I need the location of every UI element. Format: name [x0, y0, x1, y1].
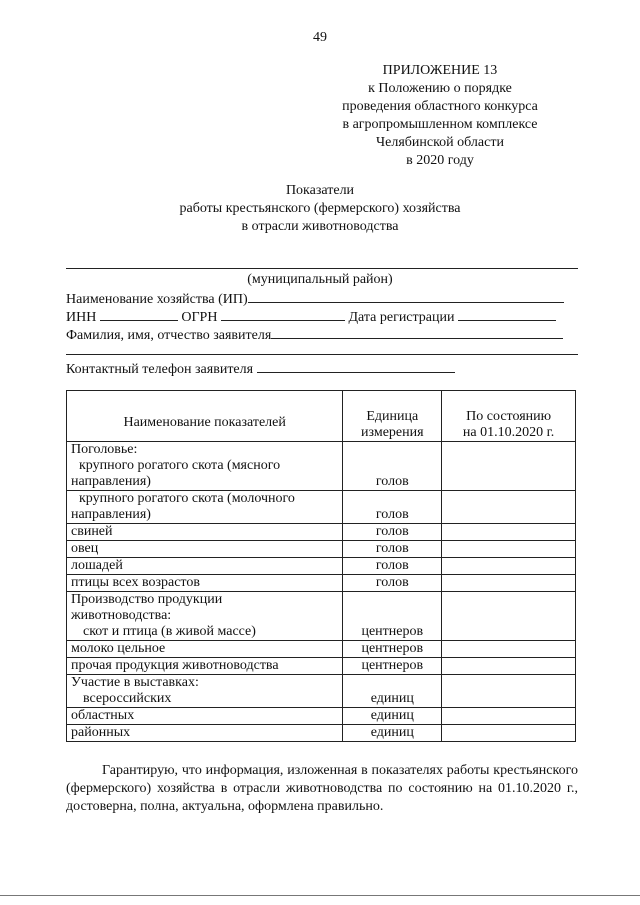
page-bottom-divider — [0, 895, 640, 896]
appendix-line: в 2020 году — [406, 153, 474, 168]
table-row — [67, 658, 576, 675]
phone-field[interactable] — [257, 360, 455, 373]
table-row — [67, 641, 576, 658]
unit-cell: голов — [343, 558, 442, 575]
unit-cell: голов — [343, 442, 442, 491]
indicator-name: свиней — [67, 524, 343, 541]
value-cell[interactable] — [442, 442, 576, 491]
table-row — [67, 524, 576, 541]
unit-cell: голов — [343, 541, 442, 558]
district-field-line[interactable] — [66, 268, 578, 269]
table-row — [67, 558, 576, 575]
registration-date-label: Дата регистрации — [348, 310, 455, 325]
table-row — [67, 575, 576, 592]
applicant-name-field-continuation[interactable] — [66, 354, 578, 355]
indicator-name: лошадей — [67, 558, 343, 575]
section-title: Участие в выставках: всероссийских — [67, 675, 343, 708]
appendix-line: проведения областного конкурса — [342, 99, 538, 114]
indicator-name: областных — [67, 708, 343, 725]
unit-cell: единиц — [343, 725, 442, 742]
indicator-name: районных — [67, 725, 343, 742]
value-cell[interactable] — [442, 541, 576, 558]
value-cell[interactable] — [442, 575, 576, 592]
farm-name-field[interactable] — [248, 290, 564, 303]
unit-cell: голов — [343, 575, 442, 592]
farm-name-label: Наименование хозяйства (ИП) — [66, 292, 248, 307]
header-name: Наименование показателей — [67, 391, 343, 442]
indicator-name: птицы всех возрастов — [67, 575, 343, 592]
unit-cell: центнеров — [343, 592, 442, 641]
unit-cell: голов — [343, 524, 442, 541]
section-title: Производство продукции животноводства: скот и птица (в живой массе) — [67, 592, 343, 641]
value-cell[interactable] — [442, 592, 576, 641]
document-heading — [0, 182, 640, 236]
guarantee-statement: Гарантирую, что информация, изложенная в показателях работы крестьянского (фермерского) хозяйства в отрасли животноводства по состоянию на 01.10.2020 г., достоверна, полна, актуальна, оформлена правильно. — [66, 763, 578, 814]
value-cell[interactable] — [442, 491, 576, 524]
applicant-name-field[interactable] — [271, 326, 563, 339]
table-row — [67, 541, 576, 558]
inn-label: ИНН — [66, 310, 97, 325]
phone-row — [66, 360, 455, 378]
appendix-block — [320, 62, 560, 170]
table-row — [67, 675, 576, 708]
value-cell[interactable] — [442, 558, 576, 575]
phone-label: Контактный телефон заявителя — [66, 362, 254, 377]
header-status: По состоянию на 01.10.2020 г. — [442, 391, 576, 442]
appendix-title: ПРИЛОЖЕНИЕ 13 — [382, 63, 498, 78]
table-row — [67, 592, 576, 641]
inn-field[interactable] — [100, 308, 178, 321]
heading-line: Показатели — [285, 183, 355, 198]
indicator-name: овец — [67, 541, 343, 558]
appendix-line: Челябинской области — [376, 135, 504, 150]
value-cell[interactable] — [442, 641, 576, 658]
indicator-name: крупного рогатого скота (мясного направления) — [67, 458, 343, 491]
header-unit: Единица измерения — [343, 391, 442, 442]
applicant-name-label: Фамилия, имя, отчество заявителя — [66, 328, 272, 343]
indicator-name: крупного рогатого скота (молочного направления) — [67, 491, 343, 524]
unit-cell: центнеров — [343, 658, 442, 675]
inn-ogrn-row — [66, 308, 556, 326]
appendix-line: к Положению о порядке — [368, 81, 512, 96]
applicant-row — [66, 326, 563, 344]
ogrn-field[interactable] — [221, 308, 345, 321]
district-caption: (муниципальный район) — [247, 272, 393, 287]
unit-cell: голов — [343, 491, 442, 524]
table-row — [67, 725, 576, 742]
heading-line: в отрасли животноводства — [241, 219, 399, 234]
value-cell[interactable] — [442, 708, 576, 725]
appendix-line: в агропромышленном комплексе — [342, 117, 538, 132]
table-header-row — [67, 391, 576, 442]
table-row — [67, 442, 576, 459]
indicators-table — [66, 390, 576, 742]
value-cell[interactable] — [442, 524, 576, 541]
section-title: Поголовье: — [67, 442, 343, 459]
indicator-name: молоко цельное — [67, 641, 343, 658]
ogrn-label: ОГРН — [181, 310, 218, 325]
table-row — [67, 491, 576, 524]
value-cell[interactable] — [442, 675, 576, 708]
value-cell[interactable] — [442, 725, 576, 742]
registration-date-field[interactable] — [458, 308, 556, 321]
unit-cell: единиц — [343, 708, 442, 725]
page-number: 49 — [313, 30, 327, 45]
unit-cell: единиц — [343, 675, 442, 708]
value-cell[interactable] — [442, 658, 576, 675]
table-row — [67, 708, 576, 725]
indicator-name: прочая продукция животноводства — [67, 658, 343, 675]
heading-line: работы крестьянского (фермерского) хозяйства — [179, 201, 461, 216]
farm-name-row — [66, 290, 564, 308]
unit-cell: центнеров — [343, 641, 442, 658]
